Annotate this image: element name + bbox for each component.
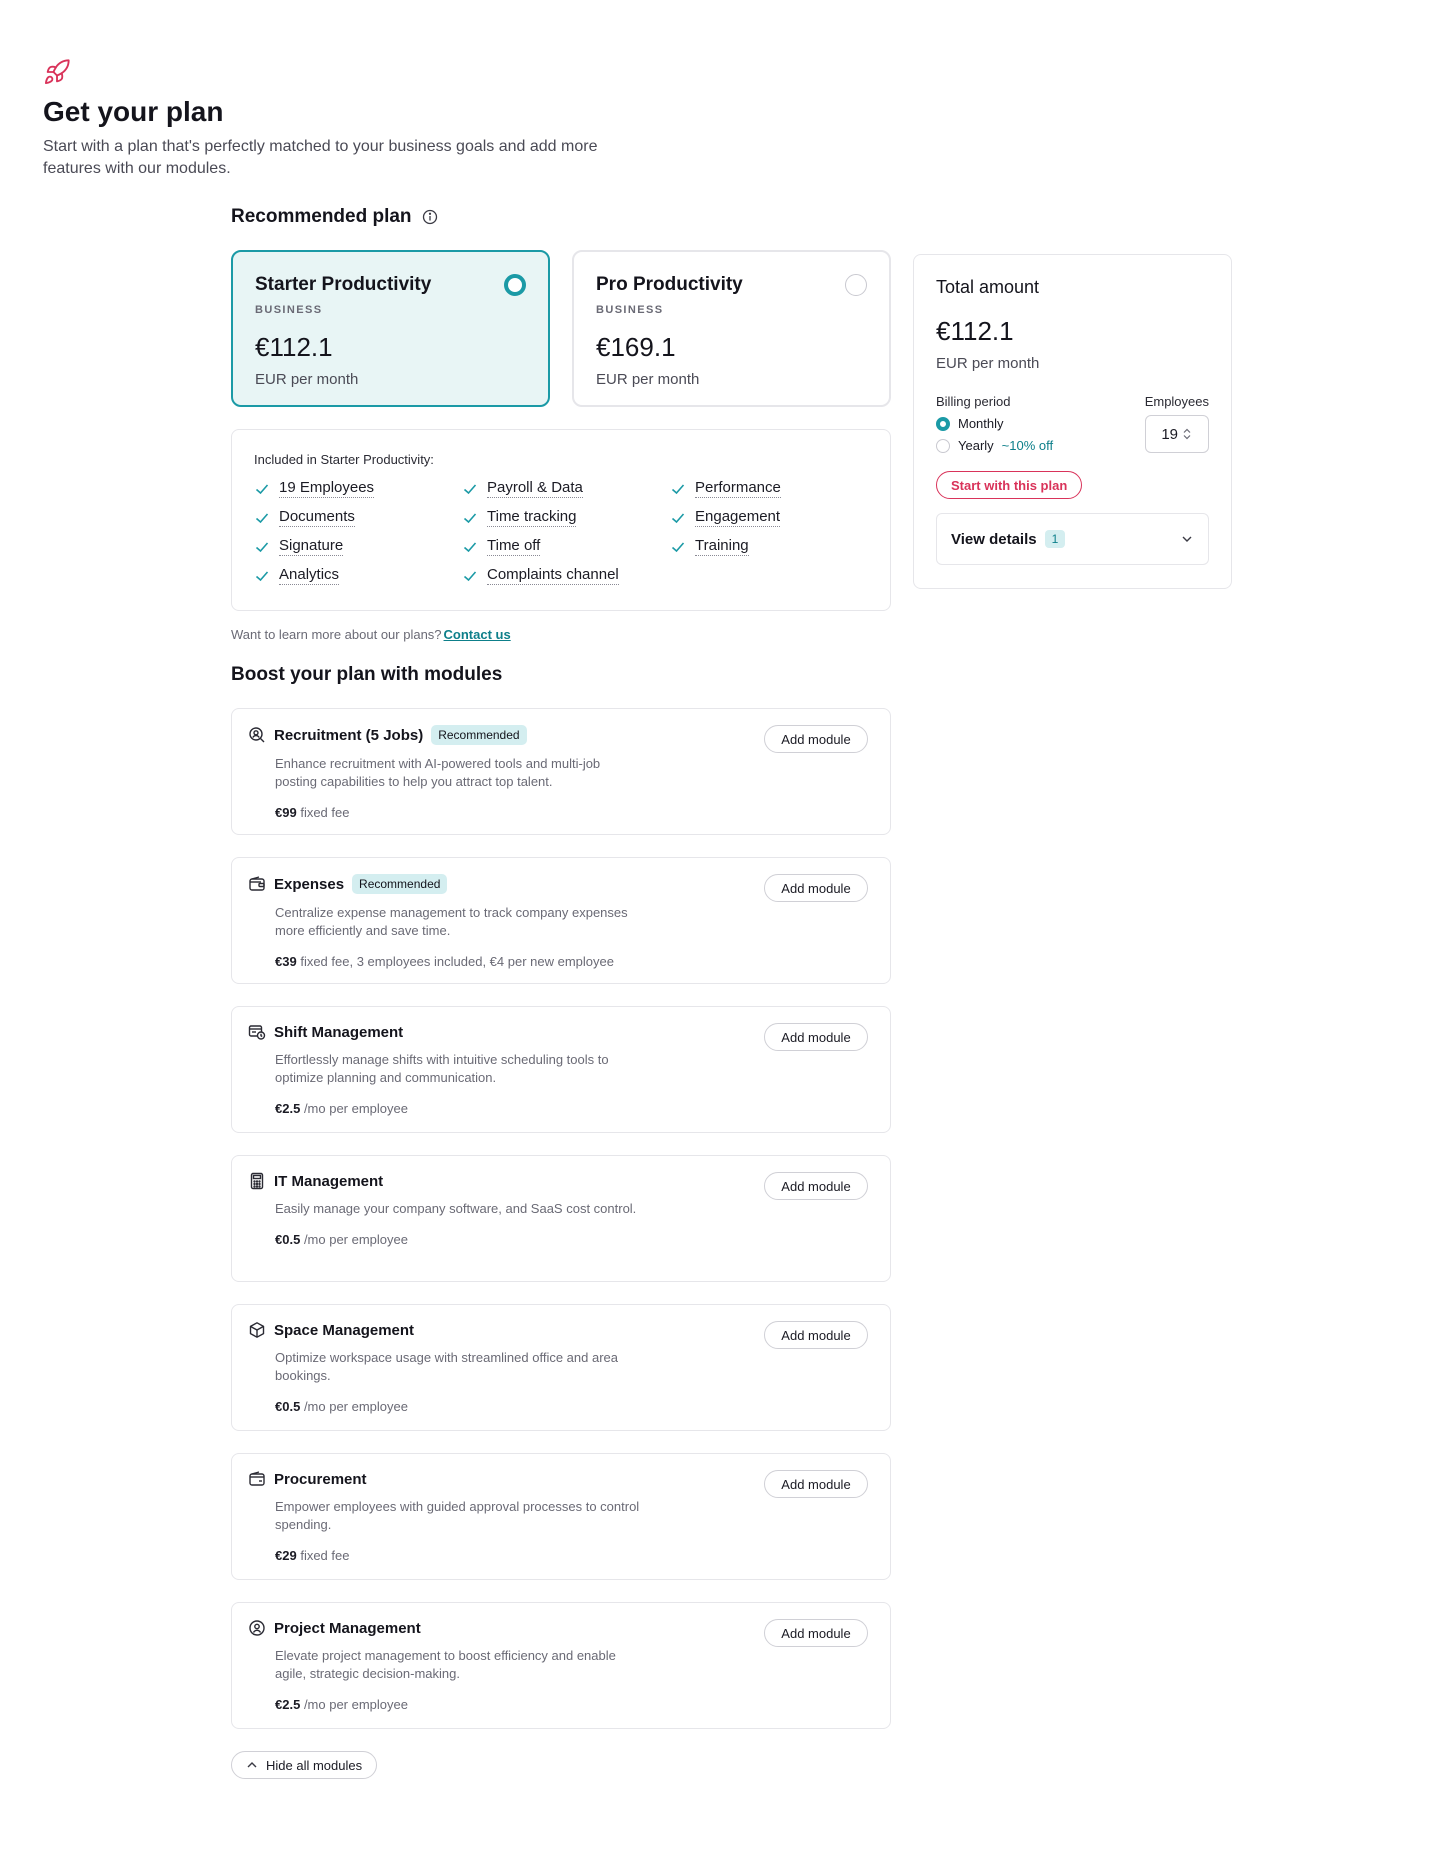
feature-item [670, 479, 870, 498]
total-amount-card [913, 254, 1232, 589]
procurement-icon [248, 1470, 266, 1488]
module-card-procurement [231, 1453, 891, 1580]
recommended-badge: Recommended [431, 725, 526, 745]
billing-row [936, 394, 1209, 453]
plan-name: Starter Productivity [255, 274, 432, 295]
check-icon [670, 481, 686, 497]
check-icon [254, 539, 270, 555]
billing-yearly-option[interactable] [936, 438, 1053, 453]
included-features-panel [231, 429, 891, 611]
module-price-amount: €39 [275, 954, 297, 969]
contact-us-link[interactable]: Contact us [443, 627, 511, 642]
check-icon [254, 510, 270, 526]
calculator-icon [248, 1172, 266, 1190]
add-module-button[interactable]: Add module [764, 1172, 868, 1200]
view-details-toggle[interactable] [936, 513, 1209, 565]
cube-icon [248, 1321, 266, 1339]
feature-item [462, 537, 670, 556]
feature-item [254, 479, 462, 498]
main-column [231, 206, 891, 1779]
feature-label[interactable]: Performance [695, 479, 781, 496]
module-price-note: /mo per employee [303, 1232, 408, 1247]
feature-label[interactable]: Time off [487, 537, 541, 554]
page-title: Get your plan [43, 96, 224, 127]
feature-label[interactable]: Time tracking [487, 508, 577, 525]
feature-list [254, 479, 868, 585]
feature-label[interactable]: Analytics [279, 566, 340, 583]
project-icon [248, 1619, 266, 1637]
plan-price: €112.1 [255, 332, 333, 362]
start-with-plan-button[interactable]: Start with this plan [936, 471, 1082, 499]
boost-title: Boost your plan with modules [231, 664, 503, 685]
module-price [275, 954, 868, 969]
check-icon [670, 539, 686, 555]
feature-item [254, 508, 462, 527]
module-price-note: /mo per employee [303, 1697, 408, 1712]
feature-item [670, 508, 870, 527]
billing-period-group [936, 394, 1053, 453]
recommended-badge: Recommended [352, 874, 447, 894]
total-price: €112.1 [936, 316, 1014, 346]
employees-label: Employees [1144, 394, 1209, 409]
monthly-radio[interactable] [936, 417, 950, 431]
check-icon [462, 510, 478, 526]
module-price [275, 1101, 868, 1116]
details-count-badge: 1 [1045, 530, 1066, 548]
chevron-down-icon [1180, 532, 1194, 546]
add-module-button[interactable]: Add module [764, 1321, 868, 1349]
feature-label[interactable]: Engagement [695, 508, 781, 525]
module-description: Empower employees with guided approval processes to control spending. [275, 1499, 640, 1532]
module-description: Centralize expense management to track company expenses more efficiently and save time. [275, 905, 628, 938]
add-module-button[interactable]: Add module [764, 874, 868, 902]
feature-label[interactable]: Payroll & Data [487, 479, 583, 496]
plan-card-pro[interactable] [572, 250, 891, 407]
module-price-amount: €2.5 [275, 1101, 301, 1116]
monthly-label: Monthly [958, 416, 1004, 431]
plan-unit: EUR per month [255, 371, 359, 388]
module-description: Optimize workspace usage with streamlined office and area bookings. [275, 1350, 618, 1383]
module-price-note: fixed fee [300, 1548, 350, 1563]
module-name: Shift Management [274, 1023, 404, 1041]
plan-name: Pro Productivity [596, 274, 743, 295]
module-description: Enhance recruitment with AI-powered tools and multi-job posting capabilities to help you attract top talent. [275, 756, 601, 789]
add-module-button[interactable]: Add module [764, 1470, 868, 1498]
module-price-note: /mo per employee [303, 1399, 408, 1414]
module-card-recruitment [231, 708, 891, 835]
hide-all-modules-button[interactable] [231, 1751, 377, 1779]
plan-tier: BUSINESS [255, 304, 323, 316]
recommended-plan-title: Recommended plan [231, 206, 412, 227]
add-module-button[interactable]: Add module [764, 1619, 868, 1647]
module-card-shift-management [231, 1006, 891, 1133]
learn-more-text: Want to learn more about our plans? [231, 627, 442, 642]
billing-period-label: Billing period [936, 394, 1011, 409]
feature-label[interactable]: Documents [279, 508, 355, 525]
yearly-discount: ~10% off [1001, 438, 1054, 453]
plan-radio-pro[interactable] [845, 274, 867, 296]
module-name: Expenses [274, 875, 345, 893]
module-price-amount: €99 [275, 805, 297, 820]
chevron-up-icon [246, 1759, 258, 1771]
feature-label[interactable]: Training [695, 537, 749, 554]
module-price [275, 805, 868, 820]
module-card-expenses [231, 857, 891, 984]
module-price [275, 1548, 868, 1563]
plan-card-starter[interactable] [231, 250, 550, 407]
plan-unit: EUR per month [596, 371, 700, 388]
module-price-note: /mo per employee [303, 1101, 408, 1116]
module-card-space-management [231, 1304, 891, 1431]
check-icon [462, 481, 478, 497]
plan-tier: BUSINESS [596, 304, 664, 316]
hide-all-modules-label: Hide all modules [266, 1757, 363, 1773]
module-card-project-management [231, 1602, 891, 1729]
module-name: IT Management [274, 1172, 384, 1190]
module-price-amount: €0.5 [275, 1232, 301, 1247]
check-icon [670, 510, 686, 526]
learn-more [231, 627, 891, 642]
module-card-it-management [231, 1155, 891, 1282]
included-title: Included in Starter Productivity: [254, 452, 434, 467]
recommended-plan-heading [231, 206, 891, 228]
total-unit: EUR per month [936, 355, 1040, 372]
feature-item [254, 537, 462, 556]
feature-label[interactable]: 19 Employees [279, 479, 375, 496]
check-icon [254, 568, 270, 584]
feature-item [254, 566, 462, 585]
module-name: Project Management [274, 1619, 421, 1637]
stepper-arrows-icon[interactable] [1182, 428, 1192, 440]
check-icon [254, 481, 270, 497]
plan-options [231, 250, 891, 407]
module-description: Effortlessly manage shifts with intuitive scheduling tools to optimize planning and communication. [275, 1052, 609, 1085]
check-icon [462, 568, 478, 584]
module-name: Recruitment (5 Jobs) [274, 726, 424, 744]
feature-item [462, 508, 670, 527]
employees-value: 19 [1161, 425, 1179, 443]
yearly-label: Yearly [958, 438, 994, 453]
plan-radio-starter[interactable] [504, 274, 526, 296]
plan-price: €169.1 [596, 332, 676, 362]
module-price [275, 1697, 868, 1712]
feature-item [670, 537, 870, 556]
employees-group [1145, 394, 1209, 453]
module-description: Elevate project management to boost efficiency and enable agile, strategic decision-making. [275, 1648, 616, 1681]
feature-item [462, 479, 670, 498]
add-module-button[interactable]: Add module [764, 725, 868, 753]
view-details-label: View details [951, 530, 1037, 548]
shift-icon [248, 1023, 266, 1041]
module-price-amount: €2.5 [275, 1697, 301, 1712]
module-price-note: fixed fee [300, 805, 350, 820]
module-description: Easily manage your company software, and SaaS cost control. [275, 1201, 637, 1216]
module-name: Procurement [274, 1470, 367, 1488]
yearly-radio[interactable] [936, 439, 950, 453]
module-name: Space Management [274, 1321, 415, 1339]
billing-monthly-option[interactable] [936, 416, 1053, 431]
add-module-button[interactable]: Add module [764, 1023, 868, 1051]
feature-item [462, 566, 670, 585]
module-price [275, 1399, 868, 1414]
wallet-icon [248, 875, 266, 893]
recruitment-icon [248, 726, 266, 744]
feature-label[interactable]: Complaints channel [487, 566, 619, 583]
page-header [43, 58, 643, 180]
module-price-note: fixed fee, 3 employees included, €4 per new employee [300, 954, 614, 969]
employees-stepper[interactable] [1145, 415, 1209, 453]
page-subtitle: Start with a plan that's perfectly matched to your business goals and add more features with our modules. [43, 138, 598, 177]
check-icon [462, 539, 478, 555]
rocket-icon [43, 58, 71, 86]
module-price-amount: €29 [275, 1548, 297, 1563]
total-title: Total amount [936, 277, 1040, 297]
info-icon[interactable] [422, 209, 438, 225]
module-price-amount: €0.5 [275, 1399, 301, 1414]
module-price [275, 1232, 868, 1247]
feature-label[interactable]: Signature [279, 537, 344, 554]
